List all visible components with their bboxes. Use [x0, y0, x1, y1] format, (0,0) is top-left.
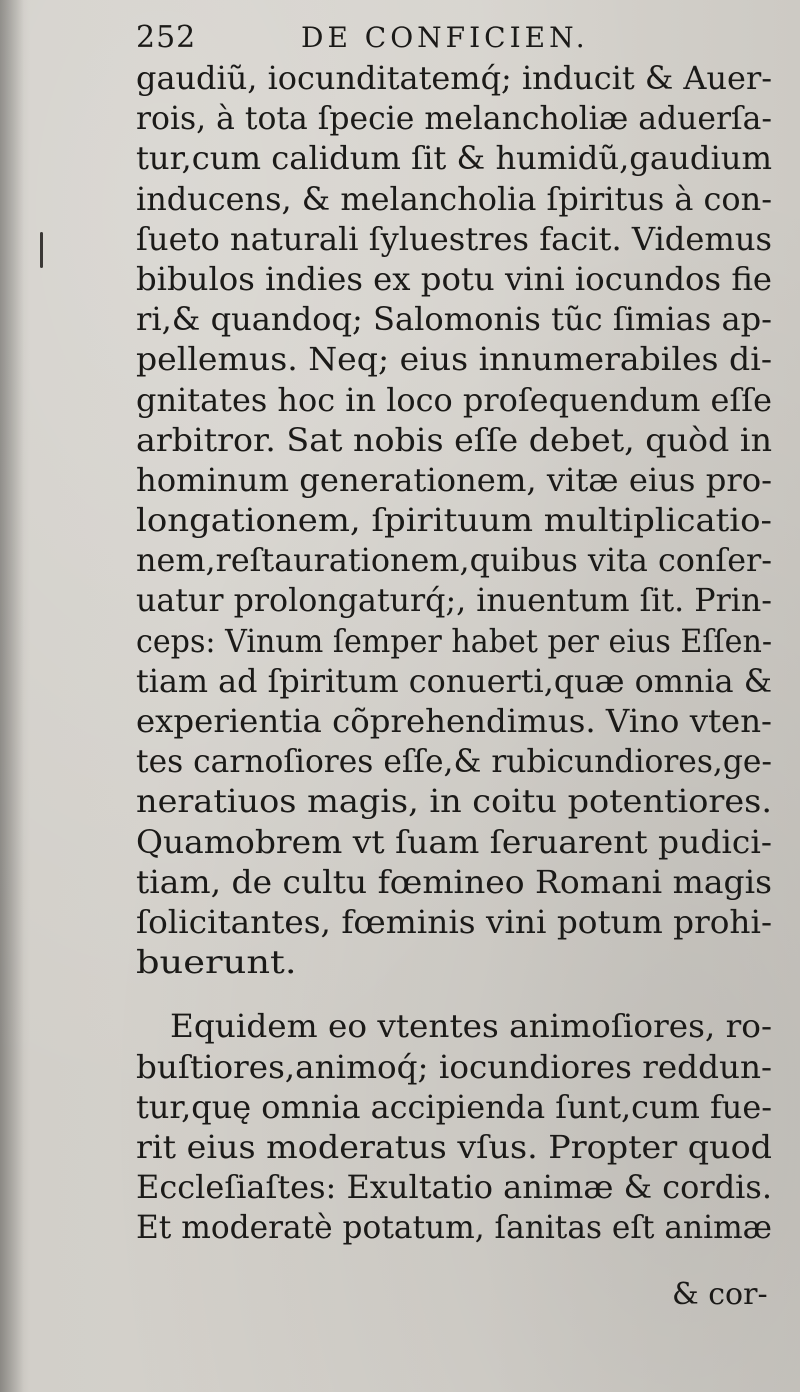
body-text — [136, 58, 772, 1247]
text-line: tes carnoſiores eſſe,& rubicundiores,ge- — [136, 742, 772, 781]
text-line: experientia cõprehendimus. Vino vten- — [136, 702, 772, 740]
text-line: buſtiores,animoq́; iocundiores reddun- — [136, 1047, 772, 1086]
text-line: ſueto naturali ſyluestres facit. Videmus — [136, 219, 772, 258]
text-line: rit eius moderatus vſus. Propter quod — [136, 1127, 772, 1166]
text-line: ſolicitantes, fœminis vini potum prohi- — [136, 902, 772, 941]
text-line: gaudiũ, iocunditatemq́; inducit & Auer- — [136, 59, 772, 97]
paragraph-gap — [136, 982, 772, 1006]
text-line: bibulos indies ex potu vini iocundos fie — [136, 259, 772, 298]
text-line: ceps: Vinum ſemper habet per eius Eſſen- — [136, 621, 772, 660]
text-line: pellemus. Neq; eius innumerabiles di- — [136, 340, 772, 379]
text-line: tur,cum calidum ſit & humidũ,gaudium — [136, 139, 772, 178]
text-line: tiam, de cultu fœmineo Romani magis — [136, 862, 772, 901]
text-line: arbitror. Sat nobis eſſe debet, quòd in — [136, 420, 772, 459]
page-number: 252 — [136, 20, 197, 55]
text-line: hominum generationem, vitæ eius pro- — [136, 460, 772, 499]
margin-mark — [40, 232, 43, 268]
text-line: Et moderatè potatum, ſanitas eſt animæ — [136, 1208, 772, 1247]
text-line: longationem, ſpirituum multiplicatio- — [136, 501, 772, 540]
text-line: rois, à tota ſpecie melancholiæ aduerſa- — [136, 99, 772, 138]
binding-shadow — [0, 0, 24, 1392]
text-line: inducens, & melancholia ſpiritus à con- — [136, 179, 772, 218]
text-line: neratiuos magis, in coitu potentiores. — [136, 782, 772, 821]
catchword: & cor- — [672, 1277, 768, 1312]
page-header — [136, 16, 776, 60]
text-line: gnitates hoc in loco proſequendum eſſe — [136, 380, 772, 419]
text-line: tiam ad ſpiritum conuerti,quæ omnia & — [136, 661, 772, 700]
text-line: uatur prolongaturq́;, inuentum ſit. Prin- — [136, 581, 772, 620]
text-line: Quamobrem vt ſuam ſeruarent pudici- — [136, 822, 772, 861]
text-line: Eccleſiaſtes: Exultatio animæ & cordis. — [136, 1168, 772, 1207]
running-head: DE CONFICIEN. — [301, 21, 589, 54]
text-line: buerunt. — [136, 943, 297, 982]
text-line: Equidem eo vtentes animoſiores, ro- — [170, 1007, 772, 1046]
text-line: ri,& quandoq; Salomonis tũc ſimias ap- — [136, 300, 772, 339]
text-line: nem,reſtaurationem,quibus vita conſer- — [136, 541, 772, 580]
text-line: tur,quę omnia accipienda ſunt,cum fue- — [136, 1087, 772, 1126]
